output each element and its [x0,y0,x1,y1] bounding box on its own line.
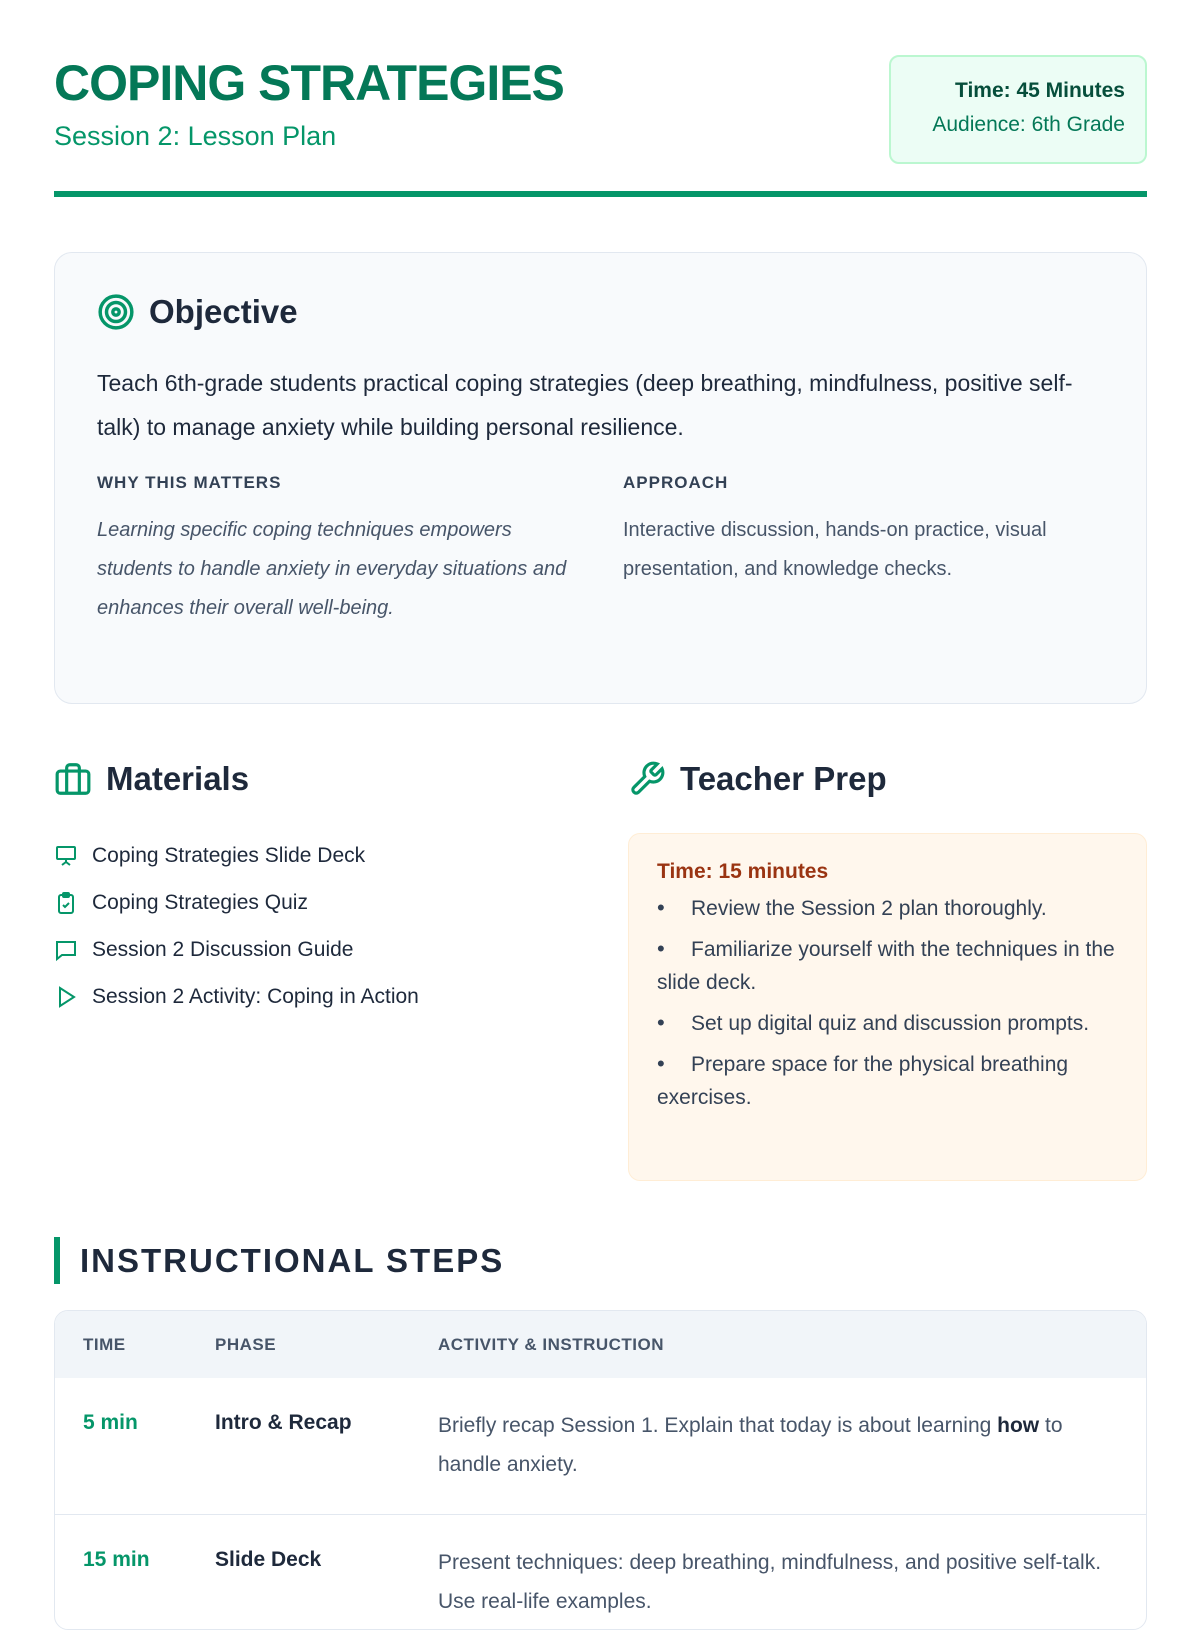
materials-heading [54,760,574,798]
approach-label: APPROACH [623,473,729,492]
approach-column [623,473,1113,589]
session-audience: Audience: 6th Grade [932,113,1125,136]
why-label: WHY THIS MATTERS [97,473,282,492]
table-header [55,1311,1146,1378]
material-label: Coping Strategies Quiz [92,890,308,914]
step-activity [438,1543,1146,1621]
activity-text: Present techniques: deep breathing, mindfulness, and positive self-talk. Use real-life examples. [438,1551,1102,1613]
material-label: Session 2 Activity: Coping in Action [92,984,419,1008]
objective-card [54,252,1147,704]
presentation-icon [54,844,78,868]
objective-title: Objective [149,293,298,330]
briefcase-icon [54,760,92,798]
col-activity: ACTIVITY & INSTRUCTION [438,1334,665,1354]
col-phase: PHASE [215,1334,277,1354]
chat-icon [54,938,78,962]
page-header [54,50,1147,197]
materials-title: Materials [106,760,250,797]
steps-table [54,1310,1147,1630]
page-title: COPING STRATEGIES [54,55,564,111]
step-time: 15 min [83,1548,150,1571]
prep-item: • Prepare space for the physical breathing exercises. [657,1047,1120,1114]
material-item[interactable] [54,926,574,973]
materials-section [54,760,574,1020]
step-phase: Intro & Recap [215,1411,352,1434]
objective-text: Teach 6th-grade students practical coping strategies (deep breathing, mindfulness, positive self-talk) to manage anxiety while building personal resilience. [97,370,1073,440]
material-label: Coping Strategies Slide Deck [92,843,366,867]
objective-heading [97,293,298,331]
material-item[interactable] [54,973,574,1020]
step-activity [438,1406,1146,1484]
material-label: Session 2 Discussion Guide [92,937,354,961]
prep-item: • Familiarize yourself with the techniques in the slide deck. [657,932,1120,999]
material-item[interactable] [54,832,574,879]
prep-title: Teacher Prep [680,760,887,797]
approach-text: Interactive discussion, hands-on practice, visual presentation, and knowledge checks. [623,519,1047,580]
prep-heading [628,760,887,798]
table-row [55,1378,1146,1515]
clipboard-check-icon [54,891,78,915]
teacher-prep-card [628,833,1147,1181]
col-time: TIME [83,1334,126,1354]
material-item[interactable] [54,879,574,926]
instructional-steps-heading: INSTRUCTIONAL STEPS [54,1237,504,1284]
play-icon [54,985,78,1009]
wrench-icon [628,760,666,798]
step-phase: Slide Deck [215,1548,322,1571]
why-column [97,473,587,628]
page-subtitle: Session 2: Lesson Plan [54,121,337,151]
session-meta-box [889,55,1147,164]
activity-text: Briefly recap Session 1. Explain that today is about learning [438,1414,998,1437]
session-time: Time: 45 Minutes [955,79,1125,102]
target-icon [97,293,135,331]
prep-item: • Review the Session 2 plan thoroughly. [657,891,1120,925]
prep-item: • Set up digital quiz and discussion prompts. [657,1006,1120,1040]
activity-emphasis: how [997,1414,1040,1437]
prep-time: Time: 15 minutes [657,860,829,883]
step-time: 5 min [83,1411,138,1434]
why-text: Learning specific coping techniques empowers students to handle anxiety in everyday situations and enhances their overall well-being. [97,519,567,619]
activity-text: to handle anxiety. [438,1414,1063,1476]
table-row [55,1515,1146,1630]
